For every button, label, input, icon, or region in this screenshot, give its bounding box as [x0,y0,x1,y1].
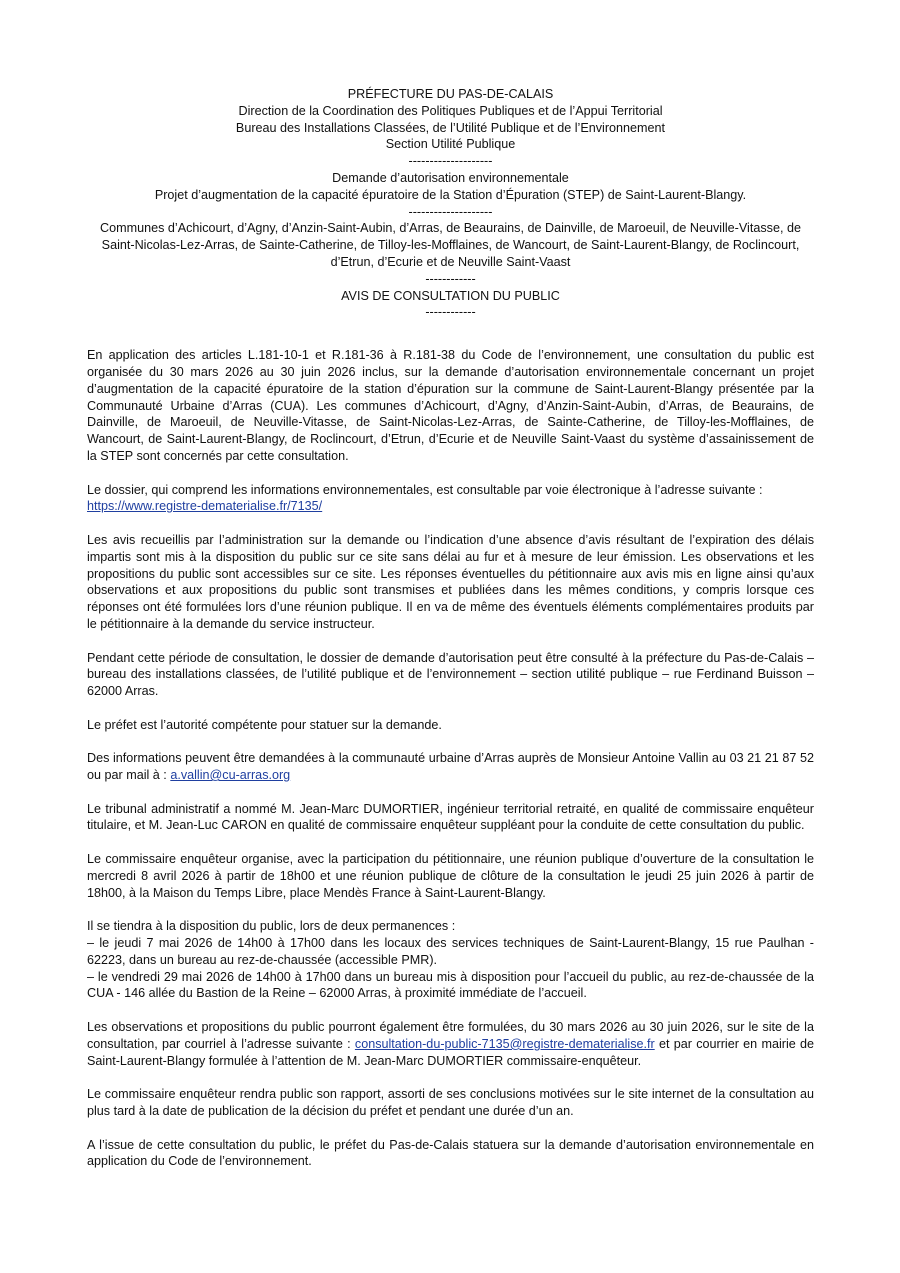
bureau-line: Bureau des Installations Classées, de l’Utilité Publique et de l’Environnement [235,120,666,135]
paragraph-report: Le commissaire enquêteur rendra public son rapport, assorti de ses conclusions motivées sur le site internet de la consultation au plus tard à la date de publication de la décision du préfet et pendant une durée d’un an. [87,1087,814,1119]
paragraph-text: et par courrier en mairie de Saint-Laurent-Blangy formulée à l’attention de M. Jean-Marc DUMORTIER commissaire-enquêteur. [87,1036,815,1068]
separator: ------------ [425,305,476,320]
separator: -------------------- [408,204,493,219]
separator: -------------------- [408,154,493,169]
project-title: Projet d’augmentation de la capacité épuratoire de la Station d’Épuration (STEP) de Saint-Laurent-Blangy. [154,187,747,202]
permanence-item: – le jeudi 7 mai 2026 de 14h00 à 17h00 dans les locaux des services techniques de Saint-Laurent-Blangy, 15 rue Paulhan - 62223, dans un bureau au rez-de-chaussée (accessible PMR). [87,936,814,967]
paragraph-prefecture-consultation: Pendant cette période de consultation, le dossier de demande d’autorisation peut être consulté à la préfecture du Pas-de-Calais – bureau des installations classées, de l’utilité publique et de l’environnement – section utilité publique – rue Ferdinand Buisson – 62000 Arras. [87,650,814,699]
paragraph-opinions: Les avis recueillis par l’administration sur la demande ou l’indication d’une absence d’avis résultant de l’expiration des délais impartis sont mis à la disposition du public sur ce site sans délai au fur et à mesure de leur émission. Les observations et les propositions du public sont accessibles sur ce site. Les réponses éventuelles du pétitionnaire aux avis mis en ligne ainsi qu’aux observations et aux propositions du public sont transmises et publiées dans les mêmes conditions, y compris lorsque ces réponses ont été formulées lors d’une réunion publique. Il en va de même des éventuels éléments complémentaires produits par le pétitionnaire à la demande du service instructeur. [87,532,814,631]
communes-list: Communes d’Achicourt, d’Agny, d’Anzin-Saint-Aubin, d’Arras, de Beaurains, de Dainville, de Maroeuil, de Neuville-Vitasse, de Saint-Nicolas-Lez-Arras, de Sainte-Catherine, de Tilloy-les-Mofflaines, de Wancourt, de Saint-Laurent-Blangy, de Roclincourt, d’Etrun, d’Ecurie et de Neuville Saint-Vaast [100,221,801,269]
document-body [87,347,814,1170]
notice-title: AVIS DE CONSULTATION DU PUBLIC [341,288,560,303]
document-header [87,86,814,321]
registry-link[interactable]: https://www.registre-dematerialise.fr/7135/ [87,499,323,514]
section-line: Section Utilité Publique [385,137,516,152]
paragraph-text: Le dossier, qui comprend les informations environnementales, est consultable par voie électronique à l’adresse suivante : [87,482,763,497]
separator: ------------ [425,271,476,286]
paragraph-commissioners: Le tribunal administratif a nommé M. Jean-Marc DUMORTIER, ingénieur territorial retraité, en qualité de commissaire enquêteur titulaire, et M. Jean-Luc CARON en qualité de commissaire enquêteur suppléant pour la conduite de cette consultation du public. [87,801,814,833]
paragraph-conclusion: A l’issue de cette consultation du public, le préfet du Pas-de-Calais statuera sur la demande d’autorisation environnementale en application du Code de l’environnement. [87,1137,814,1169]
consultation-email-link[interactable]: consultation-du-public-7135@registre-dematerialise.fr [354,1036,655,1051]
paragraph-public-meetings: Le commissaire enquêteur organise, avec la participation du pétitionnaire, une réunion publique d’ouverture de la consultation le mercredi 8 avril 2026 à partir de 18h00 et une réunion publique de clôture de la consultation le jeudi 25 juin 2026 à partir de 18h00, à la Maison du Temps Libre, place Mendès France à Saint-Laurent-Blangy. [87,852,814,900]
paragraph-observations [87,1019,814,1069]
paragraph-text: Les observations et propositions du public pourront également être formulées, du 30 mars 2026 au 30 juin 2026, sur le site de la consultation, par courriel à l’adresse suivante : [87,1020,814,1051]
paragraph-authority: Le préfet est l’autorité compétente pour statuer sur la demande. [87,717,442,732]
demand-title: Demande d’autorisation environnementale [332,170,569,185]
paragraph-legal-basis: En application des articles L.181-10-1 et R.181-36 à R.181-38 du Code de l’environnement, une consultation du public est organisée du 30 mars 2026 au 30 juin 2026 inclus, sur la demande d’autorisation environnementale concernant un projet d’augmentation de la capacité épuratoire de la station d’épuration sur la commune de Saint-Laurent-Blangy présentée par la Communauté Urbaine d’Arras (CUA). Les communes d’Achicourt, d’Agny, d’Anzin-Saint-Aubin, d’Arras, de Beaurains, de Dainville, de Maroeuil, de Neuville-Vitasse, de Saint-Nicolas-Lez-Arras, de Sainte-Catherine, de Tilloy-les-Mofflaines, de Wancourt, de Saint-Laurent-Blangy, de Roclincourt, d’Etrun, d’Ecurie et de Neuville Saint-Vaast du système d’assainissement de la STEP sont concernés par cette consultation. [87,348,814,463]
paragraph-text: Des informations peuvent être demandées à la communauté urbaine d’Arras auprès de Monsieur Antoine Vallin au 03 21 21 87 52 ou par mail à : [87,751,814,783]
paragraph-dossier [87,482,814,516]
prefecture-title: PRÉFECTURE DU PAS-DE-CALAIS [347,87,554,101]
contact-email-link[interactable]: a.vallin@cu-arras.org [170,768,291,783]
paragraph-contact [87,750,814,784]
direction-line: Direction de la Coordination des Politiques Publiques et de l’Appui Territorial [238,103,663,118]
permanence-item: – le vendredi 29 mai 2026 de 14h00 à 17h00 dans un bureau mis à disposition pour l’accueil du public, au rez-de-chaussée de la CUA - 146 allée du Bastion de la Reine – 62000 Arras, à proximité immédiate de l’accueil. [87,969,814,1001]
permanences-intro: Il se tiendra à la disposition du public, lors de deux permanences : [87,919,456,934]
paragraph-permanences [87,918,814,1002]
